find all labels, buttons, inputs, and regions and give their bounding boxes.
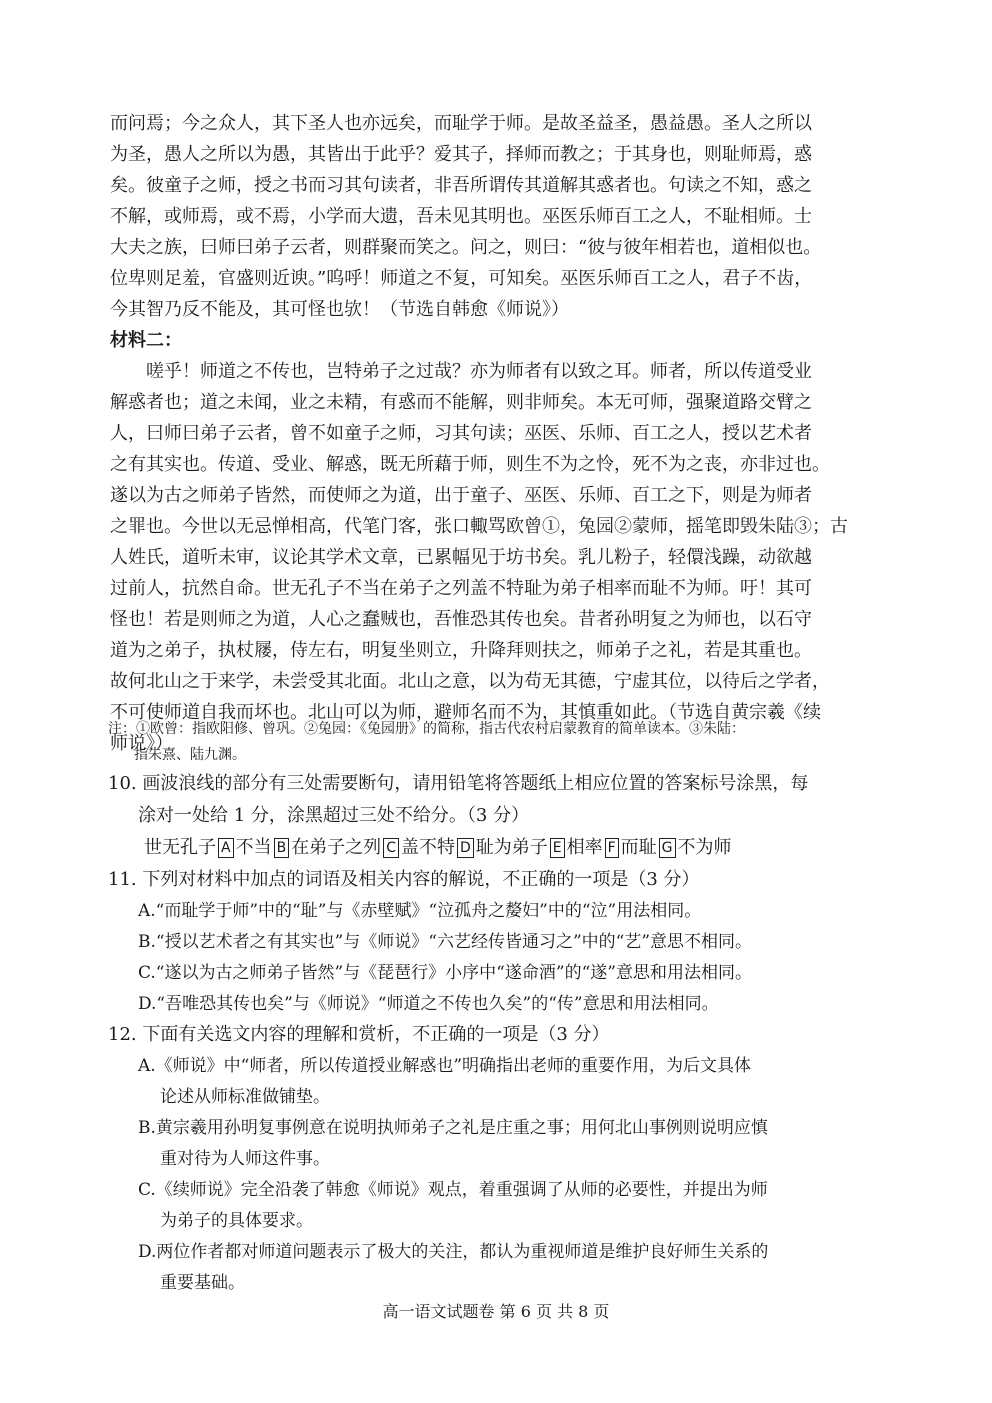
material-two-line: 过前人，抗然自命。世无孔子不当在弟子之列盖不特耻为弟子相率而耻不为师。吁！其可 [110,578,812,599]
answer-box-g[interactable]: G [659,838,676,858]
answer-box-d[interactable]: D [457,838,474,858]
question-12-option-c[interactable]: C.《续师说》完全沿袭了韩愈《师说》观点，着重强调了从师的必要性，并提出为师 [138,1180,768,1200]
question-11-option-d[interactable]: D.“吾唯恐其传也矣”与《师说》“师道之不传也久矣”的“传”意思和用法相同。 [138,994,719,1014]
material-two-heading: 材料二： [110,330,182,351]
answer-box-a[interactable]: A [218,838,234,858]
material-two-line: 嗟乎！师道之不传也，岂特弟子之过哉？亦为师者有以致之耳。师者，所以传道受业 [146,361,812,382]
material-one [110,108,890,325]
material-one-line: 矣。彼童子之师，授之书而习其句读者，非吾所谓传其道解其惑者也。句读之不知，惑之 [110,175,812,196]
material-one-line: 不解，或师焉，或不焉，小学而大遗，吾未见其明也。巫医乐师百工之人，不耻相师。士 [110,206,812,227]
material-two-line: 师说》） [110,733,173,754]
question-12-option-b-cont: 重对待为人师这件事。 [160,1149,330,1169]
material-two-line: 怪也！若是则师之为道，人心之蠢贼也，吾惟恐其传也矣。昔者孙明复之为师也，以石守 [110,609,812,630]
question-11-stem: 11. 下列对材料中加点的词语及相关内容的解说，不正确的一项是（3 分） [108,869,700,890]
annotation-note [108,716,888,768]
answer-box-b[interactable]: B [274,838,290,858]
question-11-option-c[interactable]: C.“遂以为古之师弟子皆然”与《琵琶行》小序中“遂命酒”的“遂”意思和用法相同。 [138,963,752,983]
material-two-line: 道为之弟子，执杖屦，侍左右，明复坐则立，升降拜则扶之，师弟子之礼，若是其重也。 [110,640,812,661]
question-12-stem: 12. 下面有关选文内容的理解和赏析，不正确的一项是（3 分） [108,1024,610,1045]
note-line: 指朱熹、陆九渊。 [134,747,246,763]
question-10-options-row [108,832,888,864]
material-one-line: 大夫之族，曰师曰弟子云者，则群聚而笑之。问之，则曰：“彼与彼年相若也，道相似也。 [110,237,822,258]
sentence-segment: 相率 [566,837,603,858]
material-two-line: 人姓氏，道听未审，议论其学术文章，已累幅见于坊书矣。乳儿粉子，轻儇浅躁，动欲越 [110,547,812,568]
question-11-option-a[interactable]: A.“而耻学于师”中的“耻”与《赤壁赋》“泣孤舟之嫠妇”中的“泣”用法相同。 [138,901,702,921]
sentence-segment: 在弟子之列 [291,837,382,858]
material-one-line: 今其智乃反不能及，其可怪也欤！（节选自韩愈《师说》） [110,299,569,320]
question-12-option-a-cont: 论述从师标准做铺垫。 [160,1087,330,1107]
material-two [110,325,890,759]
answer-box-f[interactable]: F [605,838,619,858]
answer-box-c[interactable]: C [383,838,399,858]
material-two-line: 解惑者也；道之未闻，业之未精，有惑而不能解，则非师矣。本无可师，强聚道路交臂之 [110,392,812,413]
sentence-segment: 而耻 [620,837,657,858]
material-two-line: 不可使师道自我而坏也。北山可以为师，避师名而不为，其慎重如此。（节选自黄宗羲《续 [110,702,821,723]
question-12 [108,1019,888,1299]
question-11 [108,864,888,1020]
material-one-line: 为圣，愚人之所以为愚，其皆出于此乎？爱其子，择师而教之；于其身也，则耻师焉，惑 [110,144,812,165]
sentence-segment: 世无孔子 [144,837,216,858]
page-footer: 高一语文试题卷 第 6 页 共 8 页 [382,1302,610,1321]
answer-box-e[interactable]: E [550,838,565,858]
material-one-line: 位卑则足羞，官盛则近谀。”呜呼！师道之不复，可知矣。巫医乐师百工之人，君子不齿， [110,268,813,289]
material-two-line: 遂以为古之师弟子皆然，而使师之为道，出于童子、巫医、乐师、百工之下，则是为师者 [110,485,812,506]
question-10-stem: 10. 画波浪线的部分有三处需要断句，请用铅笔将答题纸上相应位置的答案标号涂黑，每 [108,773,809,794]
material-two-line: 人，曰师曰弟子云者，曾不如童子之师，习其句读；巫医、乐师、百工之人，授以艺术者 [110,423,812,444]
material-two-line: 故何北山之于来学，未尝受其北面。北山之意，以为苟无其德，宁虚其位，以待后之学者， [110,671,830,692]
sentence-segment: 不为师 [677,837,732,858]
material-two-line: 之罪也。今世以无忌惮相高，代笔门客，张口輙骂欧曾①，兔园②蒙师，摇笔即毁朱陆③；古 [110,516,848,537]
question-10-stem: 涂对一处给 1 分，涂黑超过三处不给分。（3 分） [138,805,530,826]
material-one-line: 而问焉；今之众人，其下圣人也亦远矣，而耻学于师。是故圣益圣，愚益愚。圣人之所以 [110,113,812,134]
sentence-segment: 耻为弟子 [475,837,548,858]
question-11-option-b[interactable]: B.“授以艺术者之有其实也”与《师说》“六艺经传皆通习之”中的“艺”意思不相同。 [138,932,753,952]
sentence-segment: 不当 [235,837,272,858]
sentence-segment: 盖不特 [400,837,455,858]
question-10 [108,768,888,864]
question-12-option-b[interactable]: B.黄宗羲用孙明复事例意在说明执师弟子之礼是庄重之事；用何北山事例则说明应慎 [138,1118,768,1138]
note-line: 注：①欧曾：指欧阳修、曾巩。②兔园：《兔园册》的简称，指古代农村启蒙教育的简单读本。③朱陆： [108,721,745,737]
question-12-option-d[interactable]: D.两位作者都对师道问题表示了极大的关注，都认为重视师道是维护良好师生关系的 [138,1242,769,1262]
question-12-option-d-cont: 重要基础。 [160,1273,245,1293]
question-12-option-a[interactable]: A.《师说》中“师者，所以传道授业解惑也”明确指出老师的重要作用，为后文具体 [138,1056,752,1076]
question-12-option-c-cont: 为弟子的具体要求。 [160,1211,313,1231]
material-two-line: 之有其实也。传道、受业、解惑，既无所藉于师，则生不为之怜，死不为之丧，亦非过也。 [110,454,830,475]
